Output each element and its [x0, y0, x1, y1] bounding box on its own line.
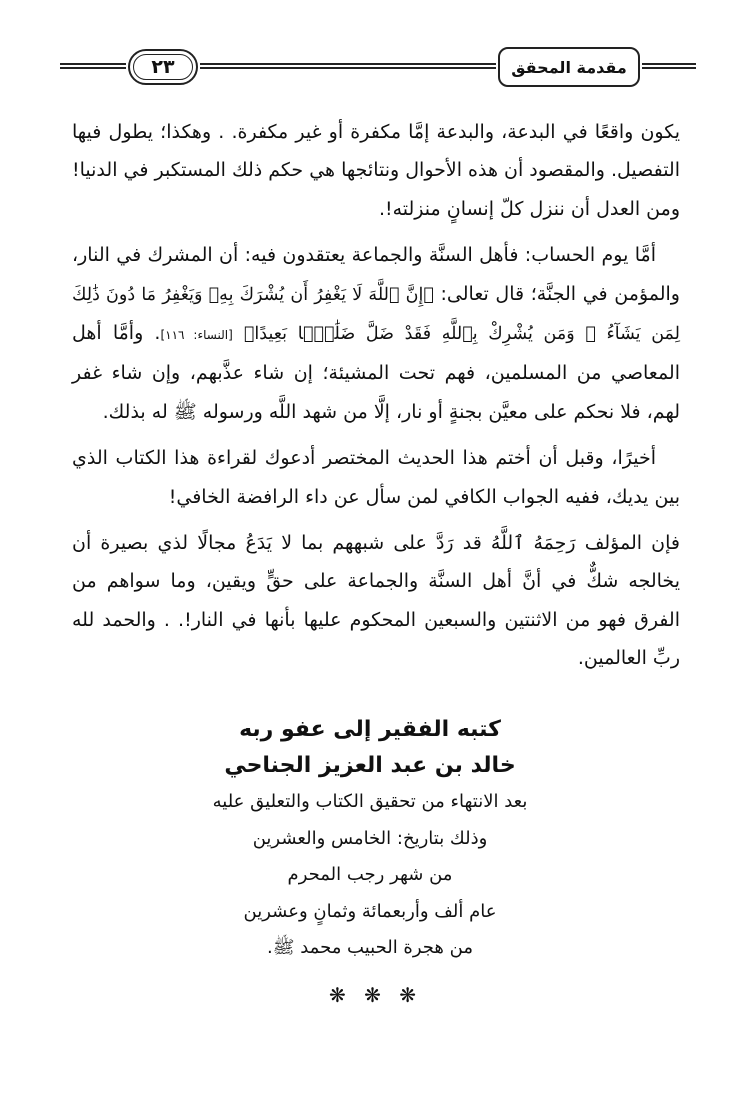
page-number: ٢٣: [128, 49, 198, 85]
signature-line-7: من هجرة الحبيب محمد ﷺ.: [267, 937, 473, 958]
body-text: [72, 113, 680, 678]
signature-line-5: من شهر رجب المحرم: [287, 864, 453, 885]
signature-line-3: بعد الانتهاء من تحقيق الكتاب والتعليق عليه: [212, 791, 528, 812]
paragraph-2-continuation: . وأمَّا أهل المعاصي من المسلمين، فهم تحت المشيئة؛ إن شاء عذَّبهم، وإن شاء غفر لهم، فلا نحكم على معيَّن بجنةٍ أو نار، إلَّا من شهد اللَّه ورسوله ﷺ له بذلك.: [72, 322, 680, 423]
paragraph-3: [72, 439, 680, 516]
signature-line-1: كتبه الفقير إلى عفو ربه: [239, 717, 501, 742]
paragraph-1-text: يكون واقعًا في البدعة، والبدعة إمَّا مكفرة أو غير مكفرة. . وهكذا؛ يطول فيها التفصيل. والمقصود أن هذه الأحوال ونتائجها هي حكم ذلك المستكبر في الدنيا! ومن العدل أن ننزل كلّ إنسانٍ منزلته!.: [72, 121, 680, 220]
paragraph-2-text: أمَّا يوم الحساب: فأهل السنَّة والجماعة يعتقدون فيه: أن المشرك في النار، والمؤمن في الجنَّة؛ قال تعالى:: [72, 244, 680, 305]
running-title: مقدمة المحقق: [498, 47, 640, 87]
header-rule-middle: [200, 63, 496, 69]
ornament-stars: ❋ ❋ ❋: [329, 983, 422, 1007]
paragraph-2: [72, 236, 680, 431]
paragraph-1: [72, 113, 680, 228]
paragraph-3-text: أخيرًا، وقبل أن أختم هذا الحديث المختصر أدعوك لقراءة هذا الكتاب الذي بين يديك، ففيه الجواب الكافي لمن سأل عن داء الرافضة الخافي!: [72, 447, 680, 508]
author-name: خالد بن عبد العزيز الجناحي: [224, 753, 516, 778]
paragraph-4-text: فإن المؤلف رَحِمَهُ ٱللَّهُ قد رَدَّ على شبههم بما لا يَدَعُ مجالًا لذي بصيرة أن يخالجه شكٌّ في أنَّ أهل السنَّة والجماعة على حقٍّ ويقين، وما سواهم من الفرق فهو من الاثنتين والسبعين المحكوم عليها بأنها في النار!. . والحمد لله ربِّ العالمين.: [72, 532, 680, 670]
header-rule-right: [642, 63, 696, 69]
signature-line-4: وذلك بتاريخ: الخامس والعشرين: [252, 827, 488, 849]
quran-verse: ﴿إِنَّ ٱللَّهَ لَا يَغْفِرُ أَن يُشْرَكَ بِهِۦ وَيَغْفِرُ مَا دُونَ ذَٰلِكَ لِمَن يَشَآءُ ۚ وَمَن يُشْرِكْ بِٱللَّهِ فَقَدْ ضَلَّ ضَلَٰلًۢا بَعِيدًا﴾: [72, 284, 680, 345]
page-header: [60, 45, 696, 91]
verse-reference: [النساء: ١١٦]: [160, 328, 233, 343]
signature-line-6: عام ألف وأربعمائة وثمانٍ وعشرين: [243, 900, 497, 922]
header-rule-left: [60, 63, 126, 69]
paragraph-4: [72, 524, 680, 678]
signature-block: [120, 712, 620, 967]
